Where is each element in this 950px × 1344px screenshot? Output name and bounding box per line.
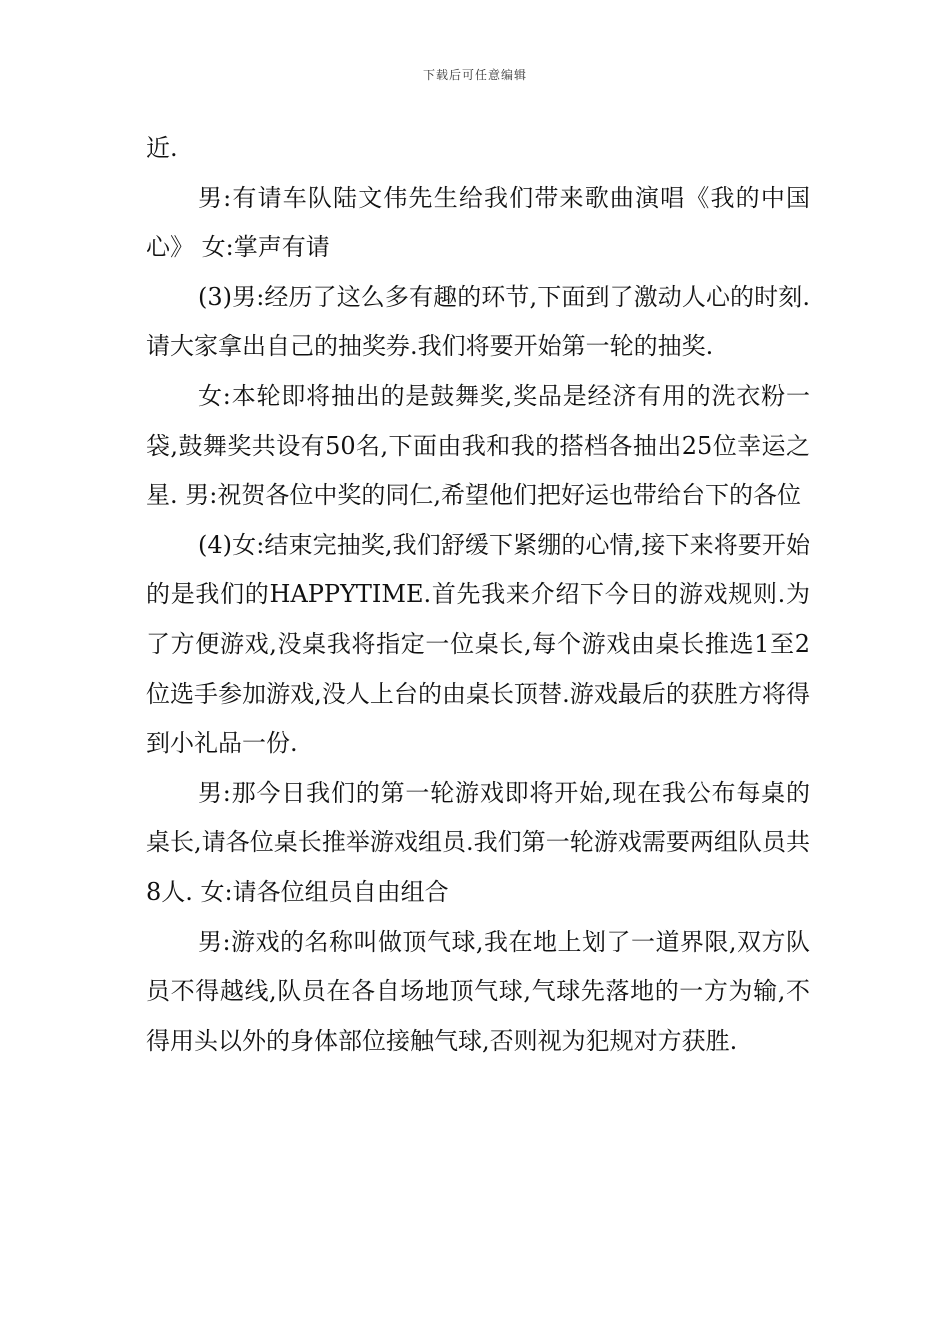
document-body — [146, 124, 810, 1066]
paragraph: 女:本轮即将抽出的是鼓舞奖,奖品是经济有用的洗衣粉一袋,鼓舞奖共设有50名,下面由我和我的搭档各抽出25位幸运之星. 男:祝贺各位中奖的同仁,希望他们把好运也带给台下的各位 — [146, 381, 810, 510]
paragraph: (3)男:经历了这么多有趣的环节,下面到了激动人心的时刻.请大家拿出自己的抽奖券.我们将要开始第一轮的抽奖. — [146, 282, 810, 361]
paragraph: 男:那今日我们的第一轮游戏即将开始,现在我公布每桌的桌长,请各位桌长推举游戏组员.我们第一轮游戏需要两组队员共8人. 女:请各位组员自由组合 — [146, 778, 810, 906]
paragraph: (4)女:结束完抽奖,我们舒缓下紧绷的心情,接下来将要开始的是我们的HAPPYTIME.首先我来介绍下今日的游戏规则.为了方便游戏,没桌我将指定一位桌长,每个游戏由桌长推选1至2位选手参加游戏,没人上台的由桌长顶替.游戏最后的获胜方将得到小礼品一份. — [146, 530, 810, 758]
page-header-note: 下载后可任意编辑 — [422, 68, 527, 82]
paragraph: 近. — [146, 134, 178, 162]
paragraph: 男:有请车队陆文伟先生给我们带来歌曲演唱《我的中国心》 女:掌声有请 — [146, 183, 810, 262]
paragraph: 男:游戏的名称叫做顶气球,我在地上划了一道界限,双方队员不得越线,队员在各自场地顶气球,气球先落地的一方为输,不得用头以外的身体部位接触气球,否则视为犯规对方获胜. — [146, 927, 810, 1055]
